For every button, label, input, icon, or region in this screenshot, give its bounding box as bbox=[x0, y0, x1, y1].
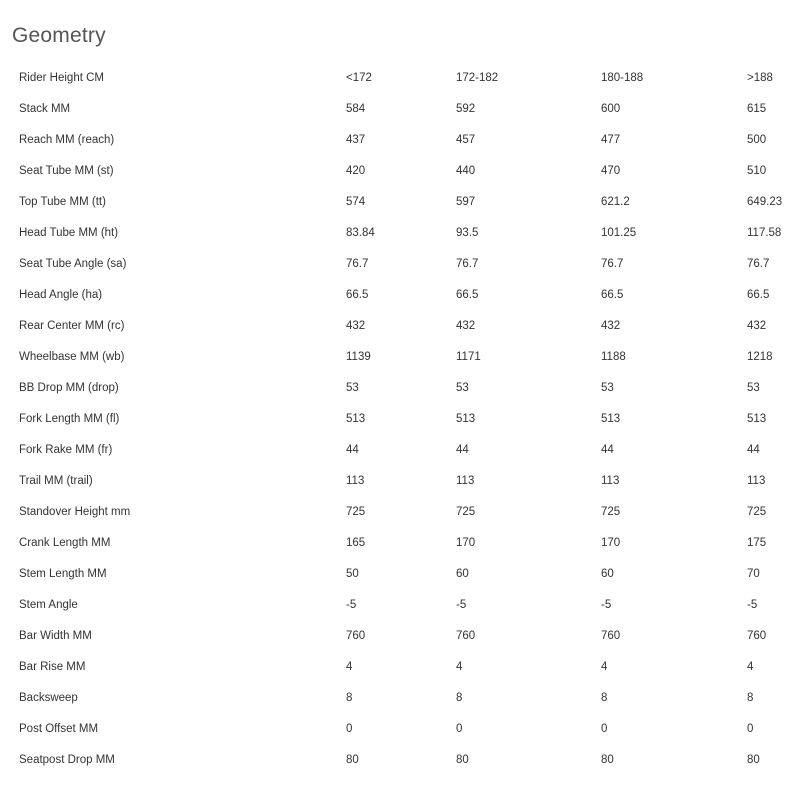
table-cell: 113 bbox=[346, 474, 365, 487]
row-label: Stack MM bbox=[19, 102, 71, 115]
table-cell: 440 bbox=[456, 164, 476, 177]
table-row bbox=[11, 651, 800, 682]
table-cell: 615 bbox=[747, 102, 767, 115]
table-row bbox=[11, 682, 800, 713]
table-cell: 510 bbox=[747, 164, 767, 177]
table-cell: 432 bbox=[456, 319, 476, 332]
table-cell: 0 bbox=[456, 722, 463, 735]
table-cell: 53 bbox=[456, 381, 469, 394]
row-label: Stem Angle bbox=[19, 598, 78, 611]
table-cell: 113 bbox=[601, 474, 620, 487]
table-cell: 760 bbox=[456, 629, 476, 642]
table-cell: 574 bbox=[346, 195, 366, 208]
table-cell: -5 bbox=[601, 598, 612, 611]
table-cell: 1139 bbox=[346, 350, 371, 363]
table-cell: 66.5 bbox=[346, 288, 369, 301]
row-label: Fork Rake MM (fr) bbox=[19, 443, 113, 456]
table-row bbox=[11, 310, 800, 341]
table-cell: 117.58 bbox=[747, 226, 782, 239]
table-cell: 513 bbox=[346, 412, 366, 425]
table-row bbox=[11, 744, 800, 775]
table-cell: -5 bbox=[456, 598, 467, 611]
row-label: Stem Length MM bbox=[19, 567, 107, 580]
table-cell: 513 bbox=[456, 412, 476, 425]
table-cell: 76.7 bbox=[456, 257, 479, 270]
table-cell: 4 bbox=[601, 660, 608, 673]
row-label: Rear Center MM (rc) bbox=[19, 319, 125, 332]
table-row bbox=[11, 496, 800, 527]
table-row bbox=[11, 248, 800, 279]
table-cell: 457 bbox=[456, 133, 476, 146]
row-label: Head Angle (ha) bbox=[19, 288, 103, 301]
table-cell: -5 bbox=[747, 598, 758, 611]
table-cell: 70 bbox=[747, 567, 760, 580]
row-label: Reach MM (reach) bbox=[19, 133, 115, 146]
table-cell: 600 bbox=[601, 102, 621, 115]
table-cell: 80 bbox=[346, 753, 359, 766]
table-cell: 1171 bbox=[456, 350, 481, 363]
table-row bbox=[11, 93, 800, 124]
row-label: Wheelbase MM (wb) bbox=[19, 350, 125, 363]
table-cell: 50 bbox=[346, 567, 359, 580]
table-cell: 432 bbox=[601, 319, 621, 332]
table-cell: 53 bbox=[346, 381, 359, 394]
table-cell: 172-182 bbox=[456, 71, 499, 84]
table-cell: 760 bbox=[601, 629, 621, 642]
table-cell: 1188 bbox=[601, 350, 626, 363]
table-cell: 170 bbox=[601, 536, 621, 549]
table-cell: 66.5 bbox=[601, 288, 624, 301]
table-row bbox=[11, 62, 800, 93]
table-cell: 53 bbox=[747, 381, 760, 394]
table-cell: >188 bbox=[747, 71, 773, 84]
table-cell: 180-188 bbox=[601, 71, 644, 84]
table-cell: 592 bbox=[456, 102, 476, 115]
table-row bbox=[11, 279, 800, 310]
table-cell: 725 bbox=[456, 505, 476, 518]
table-cell: 649.23 bbox=[747, 195, 783, 208]
table-cell: 437 bbox=[346, 133, 366, 146]
table-cell: 420 bbox=[346, 164, 366, 177]
table-cell: 60 bbox=[601, 567, 614, 580]
table-cell: 44 bbox=[456, 443, 469, 456]
table-cell: 76.7 bbox=[601, 257, 624, 270]
table-row bbox=[11, 341, 800, 372]
table-cell: 597 bbox=[456, 195, 476, 208]
table-cell: 432 bbox=[747, 319, 767, 332]
table-cell: 76.7 bbox=[346, 257, 369, 270]
table-cell: 4 bbox=[456, 660, 463, 673]
table-cell: 0 bbox=[601, 722, 608, 735]
table-row bbox=[11, 434, 800, 465]
row-label: Post Offset MM bbox=[19, 722, 99, 735]
table-cell: -5 bbox=[346, 598, 357, 611]
table-cell: 44 bbox=[346, 443, 359, 456]
table-cell: 113 bbox=[747, 474, 766, 487]
table-row bbox=[11, 713, 800, 744]
table-cell: 53 bbox=[601, 381, 614, 394]
table-row bbox=[11, 217, 800, 248]
table-cell: 8 bbox=[601, 691, 608, 704]
table-cell: 500 bbox=[747, 133, 767, 146]
row-label: Head Tube MM (ht) bbox=[19, 226, 119, 239]
table-cell: 66.5 bbox=[456, 288, 479, 301]
row-label: Seat Tube MM (st) bbox=[19, 164, 114, 177]
row-label: BB Drop MM (drop) bbox=[19, 381, 119, 394]
table-cell: 470 bbox=[601, 164, 621, 177]
row-label: Bar Rise MM bbox=[19, 660, 86, 673]
table-cell: 432 bbox=[346, 319, 366, 332]
table-cell: 4 bbox=[747, 660, 754, 673]
table-cell: 513 bbox=[747, 412, 767, 425]
table-cell: 760 bbox=[346, 629, 366, 642]
table-cell: 93.5 bbox=[456, 226, 479, 239]
table-row bbox=[11, 620, 800, 651]
geometry-table bbox=[11, 62, 800, 775]
table-cell: <172 bbox=[346, 71, 372, 84]
row-label: Trail MM (trail) bbox=[19, 474, 93, 487]
table-cell: 0 bbox=[346, 722, 353, 735]
table-row bbox=[11, 527, 800, 558]
table-cell: 165 bbox=[346, 536, 366, 549]
table-cell: 477 bbox=[601, 133, 621, 146]
section-title: Geometry bbox=[12, 24, 106, 47]
table-cell: 113 bbox=[456, 474, 475, 487]
table-cell: 66.5 bbox=[747, 288, 770, 301]
table-cell: 725 bbox=[747, 505, 767, 518]
table-cell: 0 bbox=[747, 722, 754, 735]
table-cell: 4 bbox=[346, 660, 353, 673]
table-row bbox=[11, 589, 800, 620]
table-row bbox=[11, 186, 800, 217]
table-cell: 101.25 bbox=[601, 226, 637, 239]
row-label: Bar Width MM bbox=[19, 629, 92, 642]
table-cell: 44 bbox=[601, 443, 614, 456]
table-cell: 8 bbox=[747, 691, 754, 704]
table-cell: 1218 bbox=[747, 350, 773, 363]
table-row bbox=[11, 372, 800, 403]
row-label: Seat Tube Angle (sa) bbox=[19, 257, 127, 270]
row-label: Seatpost Drop MM bbox=[19, 753, 115, 766]
table-cell: 8 bbox=[346, 691, 353, 704]
table-cell: 725 bbox=[346, 505, 366, 518]
row-label: Standover Height mm bbox=[19, 505, 131, 518]
table-cell: 80 bbox=[456, 753, 469, 766]
table-cell: 725 bbox=[601, 505, 621, 518]
table-cell: 175 bbox=[747, 536, 767, 549]
table-cell: 760 bbox=[747, 629, 767, 642]
table-cell: 621.2 bbox=[601, 195, 630, 208]
table-cell: 584 bbox=[346, 102, 366, 115]
table-cell: 44 bbox=[747, 443, 760, 456]
table-row bbox=[11, 124, 800, 155]
table-cell: 60 bbox=[456, 567, 469, 580]
table-row bbox=[11, 465, 800, 496]
row-label: Fork Length MM (fl) bbox=[19, 412, 120, 425]
row-label: Backsweep bbox=[19, 691, 78, 704]
table-row bbox=[11, 558, 800, 589]
table-cell: 83.84 bbox=[346, 226, 375, 239]
table-cell: 513 bbox=[601, 412, 621, 425]
table-cell: 76.7 bbox=[747, 257, 770, 270]
row-label: Crank Length MM bbox=[19, 536, 111, 549]
table-cell: 80 bbox=[747, 753, 760, 766]
row-label: Rider Height CM bbox=[19, 71, 104, 84]
table-row bbox=[11, 403, 800, 434]
table-cell: 8 bbox=[456, 691, 463, 704]
table-cell: 80 bbox=[601, 753, 614, 766]
table-cell: 170 bbox=[456, 536, 476, 549]
row-label: Top Tube MM (tt) bbox=[19, 195, 106, 208]
table-row bbox=[11, 155, 800, 186]
